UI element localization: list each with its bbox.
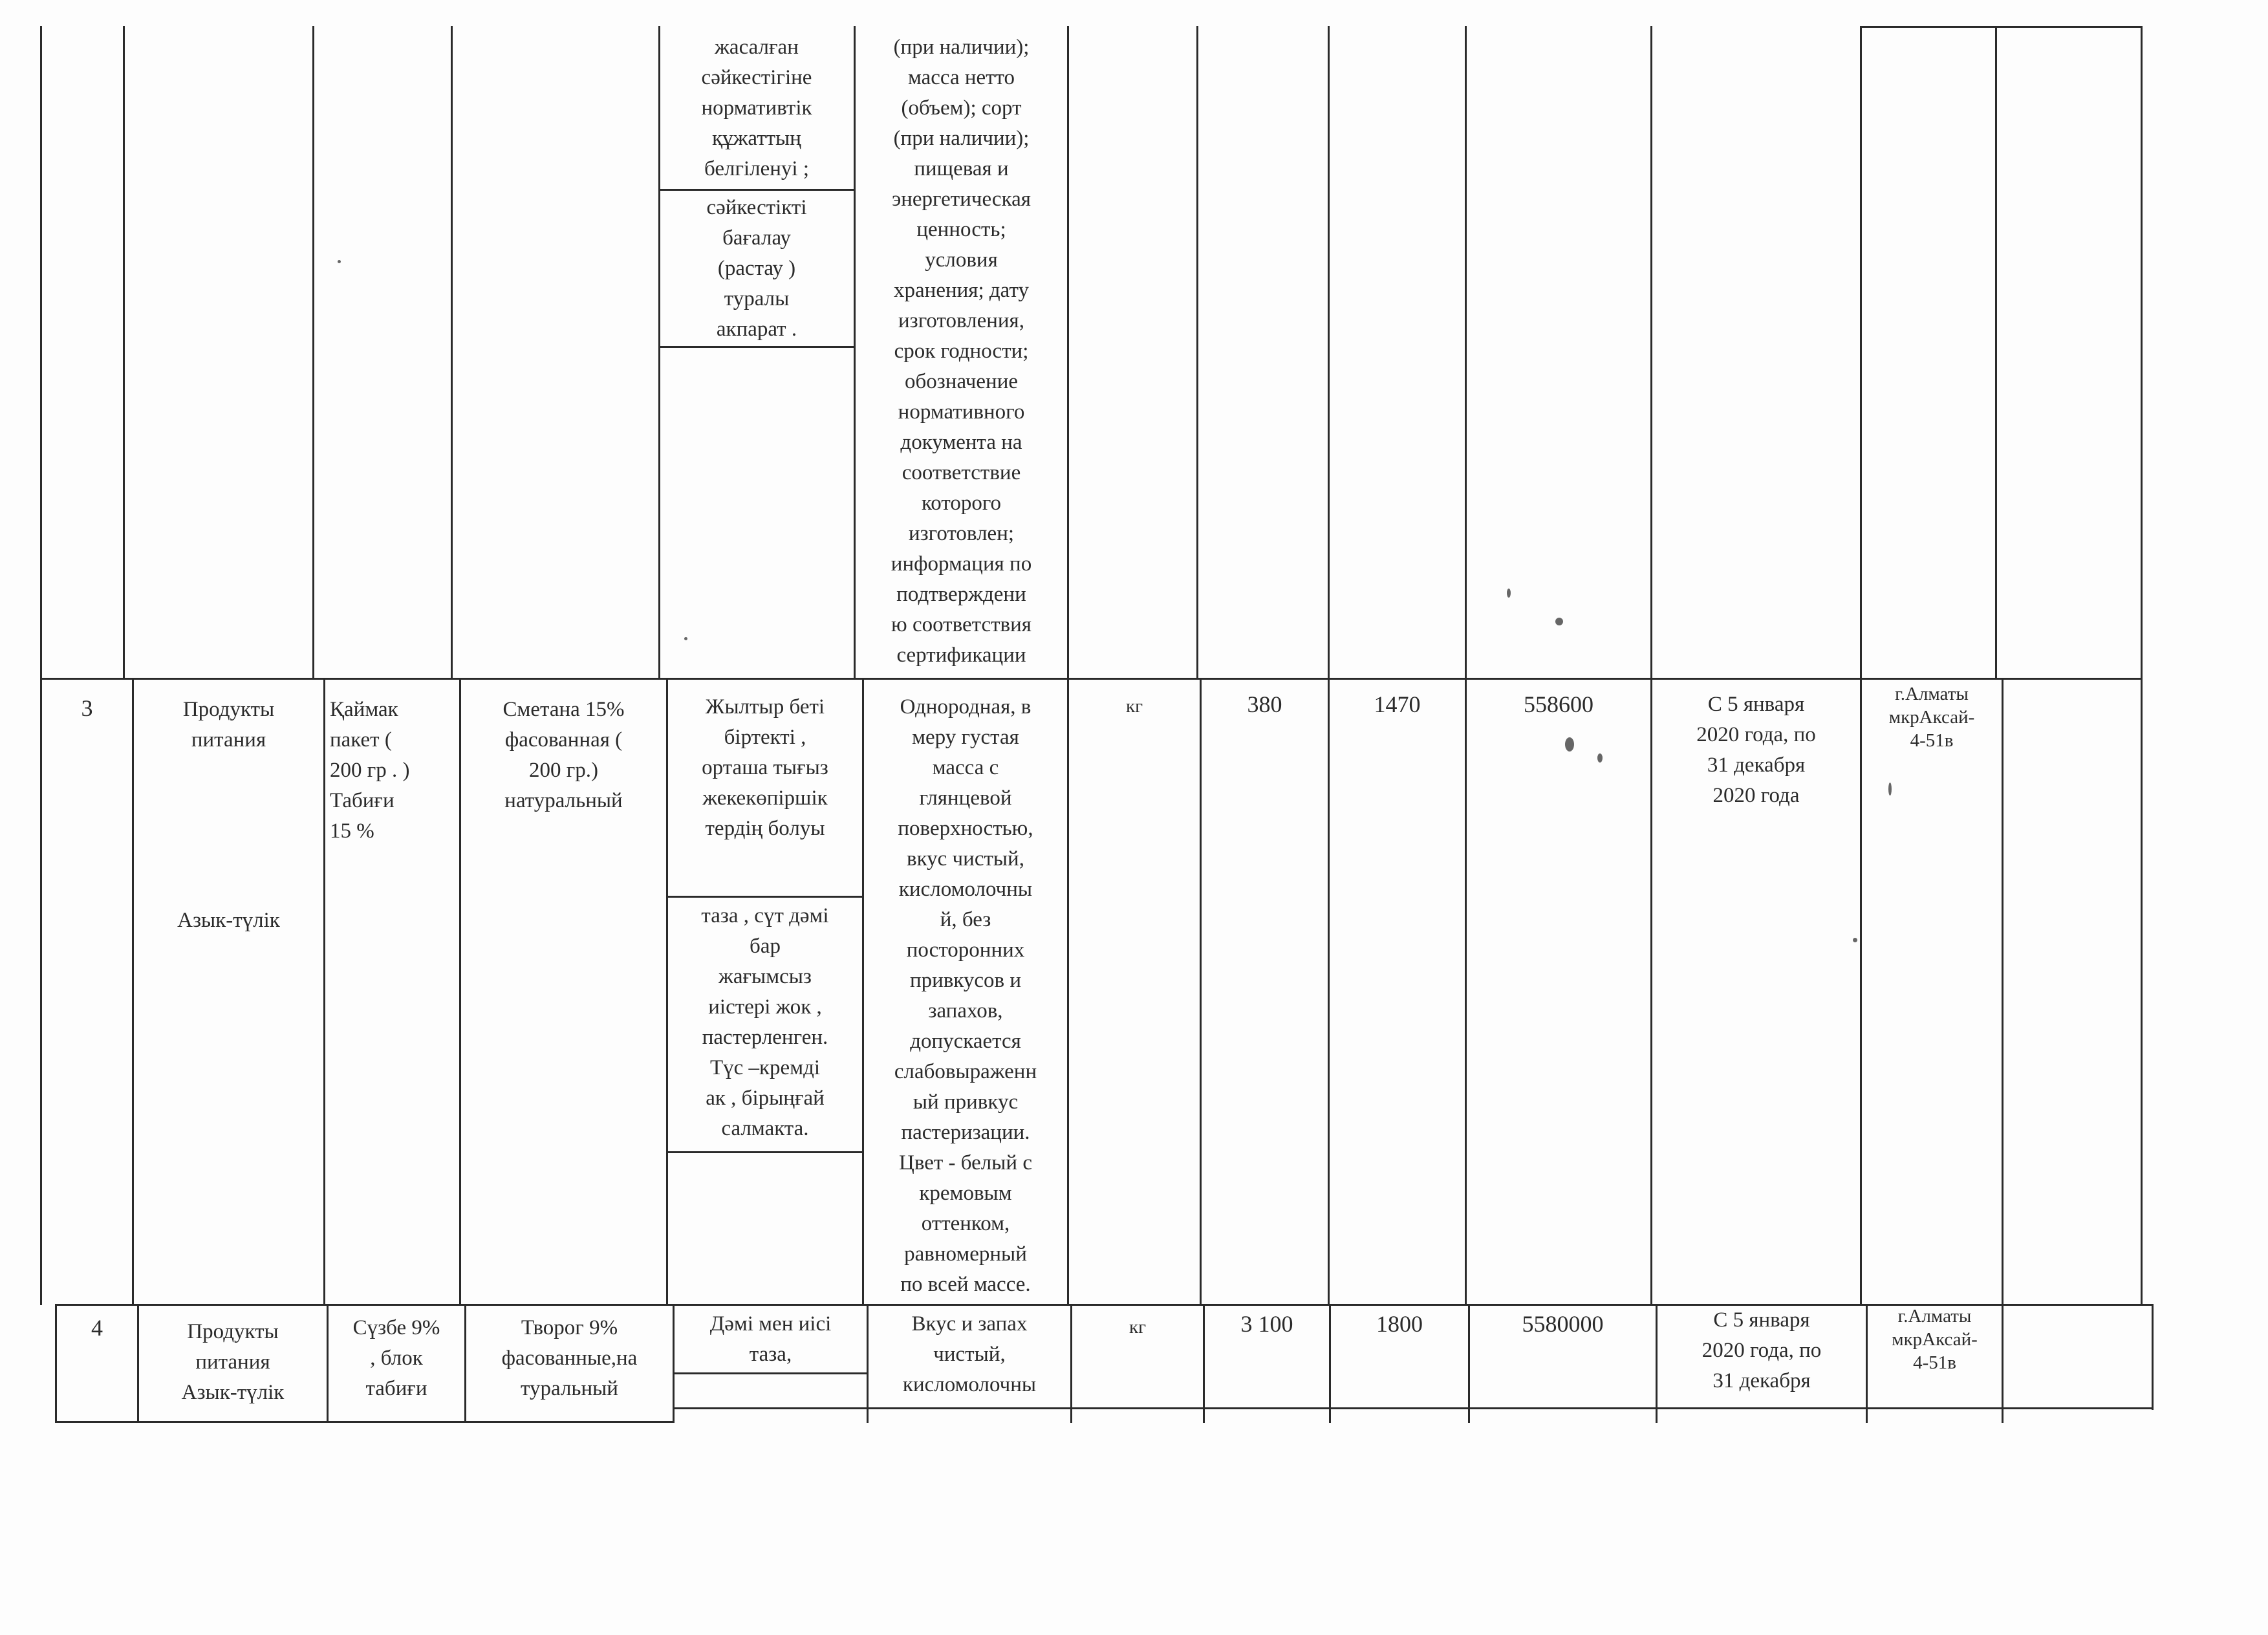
name-kz-line: 200 гр . ) [330,759,410,782]
cont-spec-ru-line: энергетическая [892,188,1031,211]
cont-spec-ru-line: изготовления, [898,309,1024,332]
spec-ru-line: допускается [910,1030,1021,1053]
grid-line [40,26,42,679]
cont-spec-kz2-line: (растау ) [717,257,796,280]
cont-spec-ru-line: (объем); сорт [901,96,1022,120]
grid-line [2152,1304,2154,1410]
grid-line [658,189,856,191]
row-number: 3 [81,695,93,721]
spec-kz-b-line: ак , бірыңғай [706,1087,825,1110]
spec-ru-line: й, без [940,908,991,931]
spec-ru-line: ый привкус [913,1090,1019,1114]
cont-spec-kz-line: құжаттың [712,127,801,150]
cont-spec-kz2-line: туралы [724,287,790,310]
cont-spec-ru-line: условия [925,248,998,272]
place-line: 4-51в [1910,730,1954,751]
row-divider [40,678,2143,680]
unit: кг [1126,696,1143,717]
row-number: 4 [91,1315,103,1341]
spec-ru-line: равномерный [904,1242,1027,1266]
cont-spec-ru-line: обозначение [904,370,1019,393]
scan-speck [1597,753,1603,763]
place-line: г.Алматы [1897,1306,1972,1326]
spec-kz-b-line: жағымсыз [718,965,812,988]
cont-spec-kz2-line: сәйкестікті [706,196,807,219]
grid-line [1465,26,1467,679]
cont-spec-kz-line: белгіленуі ; [704,157,810,180]
spec-kz-line: Дәмі мен иісі [709,1312,832,1336]
cont-spec-ru-line: которого [921,492,1002,515]
unit: кг [1129,1317,1146,1337]
scan-speck [1555,618,1563,625]
spec-kz-line: таза, [749,1343,792,1366]
grid-line [1860,26,1862,679]
term-line: 2020 года [1712,784,1800,807]
scan-speck [1853,938,1857,942]
name-kz-line: , блок [370,1347,423,1370]
cont-spec-ru-line: нормативного [898,400,1025,424]
grid-line [1328,678,1330,1305]
name-ru-line: натуральный [504,789,623,812]
name-ru-line: Сметана 15% [502,698,625,721]
cont-spec-kz-line: нормативтік [701,96,812,120]
grid-line [1995,26,1997,679]
spec-kz-b-line: бар [750,935,781,958]
spec-kz-a-line: тердің болуы [705,817,825,840]
name-ru-line: фасованная ( [504,728,623,752]
sum: 558600 [1524,691,1593,717]
name-ru-line: 200 гр.) [528,759,599,782]
grid-line [1650,26,1652,679]
term-line: С 5 января [1713,1308,1810,1332]
cont-spec-ru-line: документа на [900,431,1022,454]
cont-spec-ru-line: подтверждени [896,583,1026,606]
table-bottom-border [55,1421,674,1423]
cont-spec-ru-line: пищевая и [914,157,1009,180]
grid-line [673,1372,867,1374]
category-kz: Азык-түлік [177,909,280,932]
name-ru-line: Творог 9% [521,1316,618,1339]
spec-ru-line: оттенком, [921,1212,1010,1235]
place-line: г.Алматы [1895,684,1969,704]
grid-line [132,678,134,1305]
cont-spec-ru-line: ю соответствия [891,613,1031,636]
spec-kz-a-line: жекекөпіршік [702,786,828,810]
grid-line [2141,26,2143,679]
cont-spec-kz2-line: бағалау [722,226,791,250]
grid-line [658,26,660,679]
name-kz-line: Сүзбе 9% [352,1316,440,1339]
cont-spec-ru-line: хранения; дату [894,279,1029,302]
category-ru-line: питания [191,728,266,752]
scan-speck [1507,589,1511,598]
cont-spec-ru-line: ценность; [916,218,1006,241]
spec-ru-line: меру густая [912,726,1019,749]
spec-ru-line: кремовым [919,1182,1012,1205]
grid-line [673,1407,2154,1409]
category-ru-line: Продукты [182,698,275,721]
grid-line [1860,26,2143,28]
name-kz-line: Қаймак [330,698,398,721]
spec-kz-b-line: иістері жок , [708,995,822,1019]
grid-line [658,346,856,348]
grid-line [666,1151,862,1153]
grid-line [1860,678,1862,1305]
spec-ru-line: Однородная, в [900,695,1031,719]
grid-line [2002,1304,2003,1423]
spec-ru-line: по всей массе. [900,1273,1031,1296]
spec-ru-line: кисломолочны [898,878,1033,901]
category-line: питания [195,1350,270,1374]
grid-line [2141,678,2143,1305]
cont-spec-ru-line: информация по [891,552,1032,576]
price: 1800 [1376,1311,1423,1337]
cont-spec-ru-line: соответствие [902,461,1021,484]
name-kz-line: табиғи [365,1377,427,1400]
spec-ru-line: поверхностью, [898,817,1033,840]
scan-speck [1565,737,1574,752]
term-line: 2020 года, по [1696,723,1816,746]
grid-line [312,26,314,679]
scan-speck [684,637,687,640]
price: 1470 [1374,691,1421,717]
grid-line [451,26,453,679]
spec-kz-b-line: Түс –кремді [709,1056,821,1079]
grid-line [1465,678,1467,1305]
spec-ru-line: запахов, [928,999,1003,1023]
spec-kz-a-line: орташа тығыз [702,756,828,779]
cont-spec-kz-line: жасалған [715,36,799,59]
grid-line [666,896,862,898]
sum: 5580000 [1522,1311,1604,1337]
spec-ru-line: слабовыраженн [894,1060,1037,1083]
grid-line [123,26,125,679]
cont-spec-ru-line: срок годности; [894,340,1029,363]
cont-spec-ru-line: сертификации [896,644,1026,667]
grid-line [1328,26,1330,679]
spec-ru-line: глянцевой [919,786,1012,810]
spec-ru-line: Цвет - белый с [899,1151,1032,1175]
grid-line [40,678,42,1305]
spec-ru-line: пастеризации. [901,1121,1030,1144]
cont-spec-ru-line: (при наличии); [893,127,1030,150]
term-line: 31 декабря [1712,1369,1811,1392]
cont-spec-ru-line: изготовлен; [908,522,1015,545]
spec-kz-a-line: біртекті , [724,726,806,749]
cont-spec-ru-line: (при наличии); [893,36,1030,59]
quantity: 380 [1247,691,1282,717]
spec-kz-b-line: пастерленген. [702,1026,828,1049]
grid-line [1067,26,1069,679]
name-kz-line: Табиғи [330,789,394,812]
scan-speck [338,260,341,263]
grid-line [1067,678,1069,1305]
cont-spec-kz-line: сәйкестігіне [701,66,812,89]
grid-line [2002,678,2003,1305]
spec-ru-line: чистый, [933,1343,1006,1366]
spec-ru-line: Вкус и запах [911,1312,1028,1336]
cont-spec-kz2-line: акпарат . [716,318,797,341]
name-kz-line: пакет ( [330,728,392,752]
cont-spec-ru-line: масса нетто [907,66,1015,89]
place-line: мкрАксай- [1888,707,1975,728]
spec-ru-line: масса с [932,756,999,779]
spec-ru-line: посторонних [906,938,1025,962]
term-line: 31 декабря [1707,753,1806,777]
place-line: мкрАксай- [1892,1329,1978,1350]
name-kz-line: 15 % [330,819,374,843]
term-line: 2020 года, по [1701,1339,1822,1362]
grid-line [323,678,325,1305]
spec-kz-b-line: салмакта. [721,1117,809,1140]
quantity: 3 100 [1240,1311,1293,1337]
grid-line [1200,678,1202,1305]
spec-ru-line: кисломолочны [902,1373,1037,1396]
category-line: Продукты [187,1320,279,1343]
scan-speck [1888,783,1892,796]
name-ru-line: туральный [521,1377,618,1400]
category-line: Азык-түлік [181,1381,285,1404]
spec-kz-b-line: таза , сүт дәмі [701,904,829,927]
grid-line [1196,26,1198,679]
name-ru-line: фасованные,на [501,1347,638,1370]
spec-kz-a-line: Жылтыр беті [705,695,825,719]
spec-ru-line: вкус чистый, [907,847,1024,871]
place-line: 4-51в [1913,1352,1956,1373]
term-line: С 5 января [1707,693,1805,716]
spec-ru-line: привкусов и [909,969,1022,992]
